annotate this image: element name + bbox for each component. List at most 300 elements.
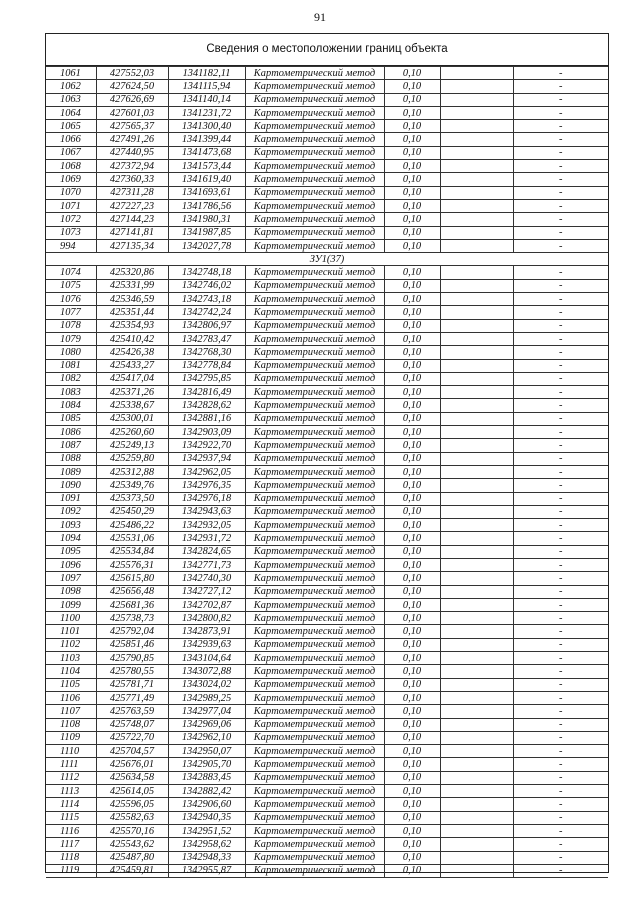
empty-cell — [440, 399, 513, 412]
y-coordinate-cell: 1341693,61 — [168, 186, 245, 199]
y-coordinate-cell: 1342962,10 — [168, 731, 245, 744]
table-row — [46, 146, 608, 159]
y-coordinate-cell: 1342873,91 — [168, 625, 245, 638]
x-coordinate-cell: 425851,46 — [96, 638, 168, 651]
description-cell: - — [513, 598, 608, 611]
table-row — [46, 426, 608, 439]
description-cell: - — [513, 465, 608, 478]
accuracy-cell: 0,10 — [384, 771, 440, 784]
x-coordinate-cell: 425634,58 — [96, 771, 168, 784]
x-coordinate-cell: 425614,05 — [96, 785, 168, 798]
table-row — [46, 173, 608, 186]
description-cell: - — [513, 785, 608, 798]
x-coordinate-cell: 425681,36 — [96, 598, 168, 611]
y-coordinate-cell: 1342882,42 — [168, 785, 245, 798]
point-number-cell: 1091 — [46, 492, 96, 505]
y-coordinate-cell: 1342943,63 — [168, 505, 245, 518]
x-coordinate-cell: 425487,80 — [96, 851, 168, 864]
section-row — [46, 253, 608, 266]
y-coordinate-cell: 1342932,05 — [168, 519, 245, 532]
empty-cell — [440, 758, 513, 771]
point-number-cell: 1061 — [46, 67, 96, 80]
method-cell: Картометрический метод — [245, 851, 384, 864]
accuracy-cell: 0,10 — [384, 93, 440, 106]
x-coordinate-cell: 427227,23 — [96, 199, 168, 212]
method-cell: Картометрический метод — [245, 452, 384, 465]
y-coordinate-cell: 1341980,31 — [168, 213, 245, 226]
point-number-cell: 1067 — [46, 146, 96, 159]
method-cell: Картометрический метод — [245, 332, 384, 345]
description-cell: - — [513, 572, 608, 585]
y-coordinate-cell: 1342958,62 — [168, 838, 245, 851]
y-coordinate-cell: 1341231,72 — [168, 106, 245, 119]
accuracy-cell: 0,10 — [384, 133, 440, 146]
x-coordinate-cell: 425704,57 — [96, 745, 168, 758]
table-row — [46, 851, 608, 864]
method-cell: Картометрический метод — [245, 439, 384, 452]
point-number-cell: 1116 — [46, 824, 96, 837]
description-cell: - — [513, 638, 608, 651]
method-cell: Картометрический метод — [245, 266, 384, 279]
accuracy-cell: 0,10 — [384, 239, 440, 252]
x-coordinate-cell: 425346,59 — [96, 293, 168, 306]
method-cell: Картометрический метод — [245, 199, 384, 212]
x-coordinate-cell: 425300,01 — [96, 412, 168, 425]
description-cell: - — [513, 519, 608, 532]
y-coordinate-cell: 1342905,70 — [168, 758, 245, 771]
method-cell: Картометрический метод — [245, 346, 384, 359]
accuracy-cell: 0,10 — [384, 665, 440, 678]
empty-cell — [440, 691, 513, 704]
accuracy-cell: 0,10 — [384, 146, 440, 159]
method-cell: Картометрический метод — [245, 652, 384, 665]
y-coordinate-cell: 1342806,97 — [168, 319, 245, 332]
accuracy-cell: 0,10 — [384, 598, 440, 611]
y-coordinate-cell: 1342778,84 — [168, 359, 245, 372]
y-coordinate-cell: 1341140,14 — [168, 93, 245, 106]
accuracy-cell: 0,10 — [384, 745, 440, 758]
accuracy-cell: 0,10 — [384, 266, 440, 279]
x-coordinate-cell: 425781,71 — [96, 678, 168, 691]
method-cell: Картометрический метод — [245, 399, 384, 412]
point-number-cell: 1071 — [46, 199, 96, 212]
point-number-cell: 1097 — [46, 572, 96, 585]
x-coordinate-cell: 425771,49 — [96, 691, 168, 704]
method-cell: Картометрический метод — [245, 505, 384, 518]
y-coordinate-cell: 1342742,24 — [168, 306, 245, 319]
empty-cell — [440, 452, 513, 465]
y-coordinate-cell: 1343104,64 — [168, 652, 245, 665]
point-number-cell: 1106 — [46, 691, 96, 704]
y-coordinate-cell: 1342743,18 — [168, 293, 245, 306]
point-number-cell: 1085 — [46, 412, 96, 425]
accuracy-cell: 0,10 — [384, 319, 440, 332]
empty-cell — [440, 665, 513, 678]
x-coordinate-cell: 427372,94 — [96, 160, 168, 173]
x-coordinate-cell: 425371,26 — [96, 386, 168, 399]
method-cell: Картометрический метод — [245, 785, 384, 798]
description-cell: - — [513, 186, 608, 199]
table-row — [46, 465, 608, 478]
x-coordinate-cell: 425349,76 — [96, 479, 168, 492]
method-cell: Картометрический метод — [245, 93, 384, 106]
x-coordinate-cell: 425676,01 — [96, 758, 168, 771]
accuracy-cell: 0,10 — [384, 426, 440, 439]
empty-cell — [440, 160, 513, 173]
table-row — [46, 359, 608, 372]
empty-cell — [440, 492, 513, 505]
x-coordinate-cell: 425576,31 — [96, 558, 168, 571]
y-coordinate-cell: 1342027,78 — [168, 239, 245, 252]
x-coordinate-cell: 425570,16 — [96, 824, 168, 837]
table-row — [46, 213, 608, 226]
accuracy-cell: 0,10 — [384, 199, 440, 212]
method-cell: Картометрический метод — [245, 824, 384, 837]
accuracy-cell: 0,10 — [384, 160, 440, 173]
empty-cell — [440, 718, 513, 731]
description-cell: - — [513, 492, 608, 505]
y-coordinate-cell: 1341115,94 — [168, 80, 245, 93]
x-coordinate-cell: 427440,95 — [96, 146, 168, 159]
table-row — [46, 160, 608, 173]
description-cell: - — [513, 359, 608, 372]
method-cell: Картометрический метод — [245, 386, 384, 399]
point-number-cell: 1070 — [46, 186, 96, 199]
y-coordinate-cell: 1342740,30 — [168, 572, 245, 585]
y-coordinate-cell: 1341182,11 — [168, 67, 245, 80]
table-row — [46, 771, 608, 784]
empty-cell — [440, 585, 513, 598]
x-coordinate-cell: 425763,59 — [96, 705, 168, 718]
description-cell: - — [513, 665, 608, 678]
point-number-cell: 1075 — [46, 279, 96, 292]
table-row — [46, 319, 608, 332]
description-cell: - — [513, 226, 608, 239]
x-coordinate-cell: 427141,81 — [96, 226, 168, 239]
table-row — [46, 838, 608, 851]
x-coordinate-cell: 425351,44 — [96, 306, 168, 319]
method-cell: Картометрический метод — [245, 758, 384, 771]
description-cell: - — [513, 106, 608, 119]
point-number-cell: 1064 — [46, 106, 96, 119]
description-cell: - — [513, 386, 608, 399]
x-coordinate-cell: 425615,80 — [96, 572, 168, 585]
accuracy-cell: 0,10 — [384, 399, 440, 412]
description-cell: - — [513, 80, 608, 93]
x-coordinate-cell: 425748,07 — [96, 718, 168, 731]
point-number-cell: 1088 — [46, 452, 96, 465]
y-coordinate-cell: 1342977,04 — [168, 705, 245, 718]
point-number-cell: 1095 — [46, 545, 96, 558]
y-coordinate-cell: 1341987,85 — [168, 226, 245, 239]
x-coordinate-cell: 425417,04 — [96, 372, 168, 385]
table-row — [46, 412, 608, 425]
empty-cell — [440, 519, 513, 532]
accuracy-cell: 0,10 — [384, 811, 440, 824]
table-row — [46, 293, 608, 306]
empty-cell — [440, 279, 513, 292]
empty-cell — [440, 479, 513, 492]
accuracy-cell: 0,10 — [384, 346, 440, 359]
method-cell: Картометрический метод — [245, 811, 384, 824]
empty-cell — [440, 372, 513, 385]
empty-cell — [440, 213, 513, 226]
x-coordinate-cell: 425738,73 — [96, 612, 168, 625]
table-row — [46, 67, 608, 80]
description-cell: - — [513, 399, 608, 412]
accuracy-cell: 0,10 — [384, 532, 440, 545]
accuracy-cell: 0,10 — [384, 691, 440, 704]
x-coordinate-cell: 427552,03 — [96, 67, 168, 80]
method-cell: Картометрический метод — [245, 625, 384, 638]
method-cell: Картометрический метод — [245, 146, 384, 159]
method-cell: Картометрический метод — [245, 226, 384, 239]
x-coordinate-cell: 425260,60 — [96, 426, 168, 439]
description-cell: - — [513, 439, 608, 452]
x-coordinate-cell: 425656,48 — [96, 585, 168, 598]
table-row — [46, 758, 608, 771]
table-row — [46, 811, 608, 824]
description-cell: - — [513, 758, 608, 771]
x-coordinate-cell: 425259,80 — [96, 452, 168, 465]
point-number-cell: 1078 — [46, 319, 96, 332]
y-coordinate-cell: 1343024,02 — [168, 678, 245, 691]
accuracy-cell: 0,10 — [384, 359, 440, 372]
empty-cell — [440, 120, 513, 133]
table-row — [46, 332, 608, 345]
y-coordinate-cell: 1342702,87 — [168, 598, 245, 611]
description-cell: - — [513, 239, 608, 252]
x-coordinate-cell: 427601,03 — [96, 106, 168, 119]
table-row — [46, 798, 608, 811]
description-cell: - — [513, 293, 608, 306]
x-coordinate-cell: 425354,93 — [96, 319, 168, 332]
description-cell: - — [513, 426, 608, 439]
y-coordinate-cell: 1341619,40 — [168, 173, 245, 186]
section-label: ЗУ1(37) — [46, 253, 608, 266]
method-cell: Картометрический метод — [245, 771, 384, 784]
description-cell: - — [513, 199, 608, 212]
accuracy-cell: 0,10 — [384, 505, 440, 518]
y-coordinate-cell: 1342816,49 — [168, 386, 245, 399]
x-coordinate-cell: 425780,55 — [96, 665, 168, 678]
description-cell: - — [513, 705, 608, 718]
method-cell: Картометрический метод — [245, 864, 384, 877]
table-row — [46, 93, 608, 106]
accuracy-cell: 0,10 — [384, 558, 440, 571]
point-number-cell: 1083 — [46, 386, 96, 399]
empty-cell — [440, 851, 513, 864]
point-number-cell: 1084 — [46, 399, 96, 412]
description-cell: - — [513, 824, 608, 837]
y-coordinate-cell: 1342937,94 — [168, 452, 245, 465]
description-cell: - — [513, 160, 608, 173]
accuracy-cell: 0,10 — [384, 186, 440, 199]
table-row — [46, 864, 608, 877]
accuracy-cell: 0,10 — [384, 652, 440, 665]
accuracy-cell: 0,10 — [384, 545, 440, 558]
empty-cell — [440, 266, 513, 279]
table-row — [46, 625, 608, 638]
empty-cell — [440, 465, 513, 478]
description-cell: - — [513, 173, 608, 186]
table-body — [46, 67, 608, 878]
point-number-cell: 1107 — [46, 705, 96, 718]
description-cell: - — [513, 731, 608, 744]
method-cell: Картометрический метод — [245, 465, 384, 478]
empty-cell — [440, 359, 513, 372]
description-cell: - — [513, 213, 608, 226]
point-number-cell: 1119 — [46, 864, 96, 877]
table-row — [46, 492, 608, 505]
y-coordinate-cell: 1342939,63 — [168, 638, 245, 651]
accuracy-cell: 0,10 — [384, 838, 440, 851]
method-cell: Картометрический метод — [245, 80, 384, 93]
y-coordinate-cell: 1343072,88 — [168, 665, 245, 678]
x-coordinate-cell: 427626,69 — [96, 93, 168, 106]
empty-cell — [440, 386, 513, 399]
description-cell: - — [513, 93, 608, 106]
point-number-cell: 1077 — [46, 306, 96, 319]
empty-cell — [440, 824, 513, 837]
accuracy-cell: 0,10 — [384, 718, 440, 731]
description-cell: - — [513, 279, 608, 292]
table-row — [46, 691, 608, 704]
empty-cell — [440, 532, 513, 545]
y-coordinate-cell: 1342962,05 — [168, 465, 245, 478]
point-number-cell: 1076 — [46, 293, 96, 306]
y-coordinate-cell: 1341399,44 — [168, 133, 245, 146]
accuracy-cell: 0,10 — [384, 465, 440, 478]
table-row — [46, 452, 608, 465]
table-row — [46, 279, 608, 292]
table-row — [46, 545, 608, 558]
point-number-cell: 1103 — [46, 652, 96, 665]
table-row — [46, 239, 608, 252]
y-coordinate-cell: 1342746,02 — [168, 279, 245, 292]
description-cell: - — [513, 133, 608, 146]
description-cell: - — [513, 266, 608, 279]
y-coordinate-cell: 1342768,30 — [168, 346, 245, 359]
empty-cell — [440, 625, 513, 638]
table-row — [46, 585, 608, 598]
x-coordinate-cell: 427624,50 — [96, 80, 168, 93]
method-cell: Картометрический метод — [245, 572, 384, 585]
accuracy-cell: 0,10 — [384, 519, 440, 532]
accuracy-cell: 0,10 — [384, 864, 440, 877]
y-coordinate-cell: 1341300,40 — [168, 120, 245, 133]
description-cell: - — [513, 745, 608, 758]
empty-cell — [440, 558, 513, 571]
accuracy-cell: 0,10 — [384, 798, 440, 811]
boundary-table-frame — [45, 33, 609, 877]
accuracy-cell: 0,10 — [384, 120, 440, 133]
empty-cell — [440, 67, 513, 80]
accuracy-cell: 0,10 — [384, 67, 440, 80]
description-cell: - — [513, 146, 608, 159]
method-cell: Картометрический метод — [245, 519, 384, 532]
description-cell: - — [513, 346, 608, 359]
table-row — [46, 372, 608, 385]
method-cell: Картометрический метод — [245, 359, 384, 372]
table-row — [46, 266, 608, 279]
x-coordinate-cell: 425312,88 — [96, 465, 168, 478]
accuracy-cell: 0,10 — [384, 226, 440, 239]
accuracy-cell: 0,10 — [384, 758, 440, 771]
accuracy-cell: 0,10 — [384, 293, 440, 306]
point-number-cell: 1087 — [46, 439, 96, 452]
x-coordinate-cell: 425249,13 — [96, 439, 168, 452]
point-number-cell: 1099 — [46, 598, 96, 611]
empty-cell — [440, 731, 513, 744]
method-cell: Картометрический метод — [245, 745, 384, 758]
y-coordinate-cell: 1342976,35 — [168, 479, 245, 492]
table-row — [46, 638, 608, 651]
point-number-cell: 1090 — [46, 479, 96, 492]
point-number-cell: 1066 — [46, 133, 96, 146]
description-cell: - — [513, 798, 608, 811]
accuracy-cell: 0,10 — [384, 678, 440, 691]
table-row — [46, 519, 608, 532]
method-cell: Картометрический метод — [245, 213, 384, 226]
description-cell: - — [513, 505, 608, 518]
empty-cell — [440, 838, 513, 851]
y-coordinate-cell: 1342940,35 — [168, 811, 245, 824]
accuracy-cell: 0,10 — [384, 625, 440, 638]
method-cell: Картометрический метод — [245, 173, 384, 186]
table-row — [46, 386, 608, 399]
point-number-cell: 1074 — [46, 266, 96, 279]
description-cell: - — [513, 851, 608, 864]
method-cell: Картометрический метод — [245, 412, 384, 425]
x-coordinate-cell: 425531,06 — [96, 532, 168, 545]
accuracy-cell: 0,10 — [384, 785, 440, 798]
y-coordinate-cell: 1341573,44 — [168, 160, 245, 173]
method-cell: Картометрический метод — [245, 665, 384, 678]
accuracy-cell: 0,10 — [384, 412, 440, 425]
method-cell: Картометрический метод — [245, 612, 384, 625]
accuracy-cell: 0,10 — [384, 479, 440, 492]
method-cell: Картометрический метод — [245, 718, 384, 731]
x-coordinate-cell: 425722,70 — [96, 731, 168, 744]
point-number-cell: 1115 — [46, 811, 96, 824]
empty-cell — [440, 652, 513, 665]
y-coordinate-cell: 1342989,25 — [168, 691, 245, 704]
description-cell: - — [513, 625, 608, 638]
empty-cell — [440, 199, 513, 212]
table-row — [46, 80, 608, 93]
method-cell: Картометрический метод — [245, 186, 384, 199]
method-cell: Картометрический метод — [245, 731, 384, 744]
empty-cell — [440, 678, 513, 691]
y-coordinate-cell: 1342824,65 — [168, 545, 245, 558]
point-number-cell: 1062 — [46, 80, 96, 93]
y-coordinate-cell: 1342903,09 — [168, 426, 245, 439]
table-row — [46, 652, 608, 665]
point-number-cell: 1105 — [46, 678, 96, 691]
table-row — [46, 186, 608, 199]
empty-cell — [440, 505, 513, 518]
point-number-cell: 1114 — [46, 798, 96, 811]
table-row — [46, 731, 608, 744]
empty-cell — [440, 811, 513, 824]
method-cell: Картометрический метод — [245, 160, 384, 173]
empty-cell — [440, 771, 513, 784]
point-number-cell: 1072 — [46, 213, 96, 226]
table-row — [46, 705, 608, 718]
x-coordinate-cell: 425426,38 — [96, 346, 168, 359]
y-coordinate-cell: 1342727,12 — [168, 585, 245, 598]
